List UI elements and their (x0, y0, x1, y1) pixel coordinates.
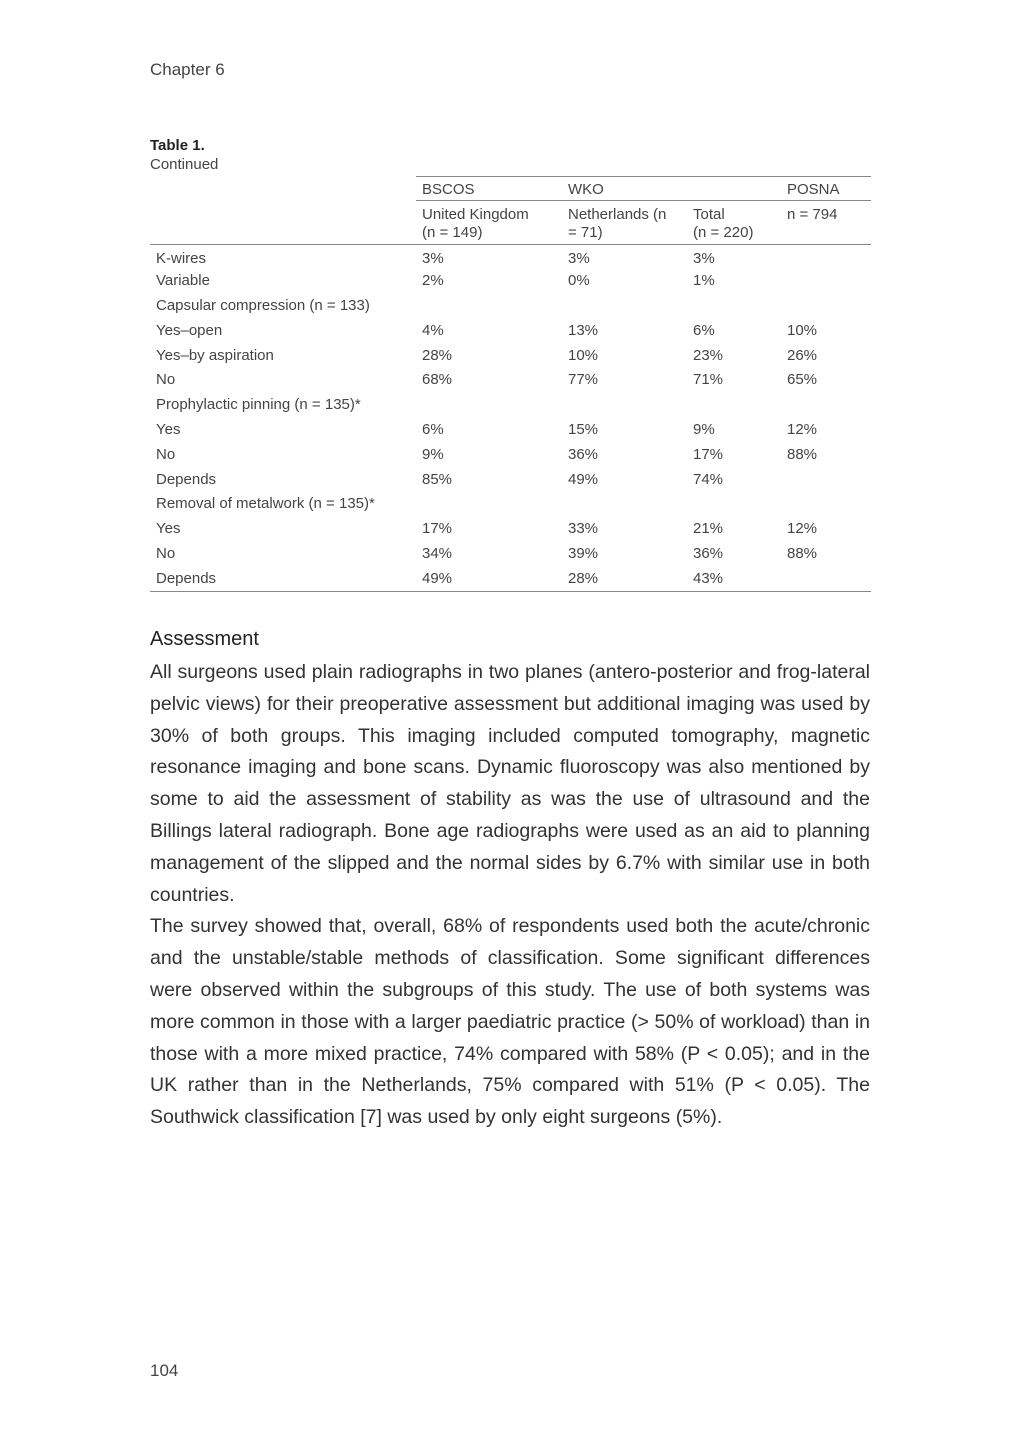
cell-posna (781, 245, 871, 270)
table-row (150, 542, 871, 567)
cell-netherlands (562, 492, 687, 517)
cell-total: 17% (693, 445, 724, 463)
cell-uk: 4% (422, 321, 444, 339)
cell-netherlands (562, 393, 687, 418)
table-row (150, 245, 871, 270)
row-label: K-wires (156, 250, 207, 267)
cell-uk (416, 294, 562, 319)
table-row (150, 468, 871, 493)
row-label: No (156, 371, 176, 389)
group-header-total (687, 177, 781, 201)
cell-total (687, 294, 781, 319)
table-row (150, 319, 871, 344)
running-head: Chapter 6 (150, 60, 225, 79)
cell-netherlands: 49% (568, 470, 599, 488)
cell-posna (781, 567, 871, 592)
row-label: Yes (156, 421, 181, 439)
cell-uk: 17% (422, 520, 453, 538)
subheader-posna-line1: n = 794 (787, 206, 838, 223)
subheader-netherlands-line1: Netherlands (n (568, 206, 667, 223)
cell-netherlands: 10% (568, 346, 599, 364)
cell-total: 71% (693, 371, 724, 389)
paragraph: The survey showed that, overall, 68% of respondents used both the acute/chronic and the unstable/stable methods of classification. Some significant differences were observed within the subgroups of this study. The use of both systems was more common in those with a larger paediatric practice (> 50% of workload) than in those with a more mixed practice, 74% compared with 58% (P < 0.05); and in the UK rather than in the Netherlands, 75% compared with 51% (P < 0.05). The Southwick classification [7] was used by only eight surgeons (5%). (150, 915, 870, 1129)
table-row (150, 567, 871, 592)
row-label: Depends (150, 567, 416, 592)
row-label: Yes (156, 520, 181, 538)
cell-total (687, 492, 781, 517)
table-row (150, 294, 871, 319)
row-label: Capsular compression (n = 133) (156, 297, 370, 315)
cell-total: 43% (687, 567, 781, 592)
cell-uk: 9% (422, 445, 444, 463)
row-label: Yes–by aspiration (156, 346, 274, 364)
table-subheader-stub (150, 201, 416, 245)
table-sub-header-row (150, 201, 871, 245)
row-label: Prophylactic pinning (n = 135)* (156, 396, 361, 414)
cell-posna (781, 468, 871, 493)
results-table (150, 176, 871, 592)
subheader-total-line1: Total (693, 206, 725, 223)
cell-netherlands: 13% (568, 321, 599, 339)
cell-total: 21% (693, 520, 724, 538)
cell-total (687, 393, 781, 418)
cell-posna: 26% (787, 346, 818, 364)
table-header-stub (150, 177, 416, 201)
cell-posna (781, 294, 871, 319)
cell-posna (781, 393, 871, 418)
cell-uk: 6% (422, 421, 444, 439)
cell-uk: 49% (416, 567, 562, 592)
subheader-total (687, 201, 781, 245)
cell-uk: 85% (422, 470, 453, 488)
cell-posna: 10% (787, 321, 818, 339)
cell-uk (416, 492, 562, 517)
cell-uk: 2% (422, 272, 444, 290)
table-row (150, 368, 871, 393)
cell-netherlands: 33% (568, 520, 599, 538)
subheader-posna (781, 201, 871, 245)
cell-netherlands: 77% (568, 371, 599, 389)
cell-uk (416, 393, 562, 418)
cell-total: 6% (693, 321, 715, 339)
row-label: Removal of metalwork (n = 135)* (156, 495, 375, 513)
cell-total: 23% (693, 346, 724, 364)
cell-netherlands: 28% (562, 567, 687, 592)
paragraph: All surgeons used plain radiographs in two planes (antero-posterior and frog-lateral pelvic views) for their preoperative assessment but additional imaging was used by 30% of both groups. This imaging included computed tomography, magnetic resonance imaging and bone scans. Dynamic fluoroscopy was also mentioned by some to aid the assessment of stability as was the use of ultrasound and the Billings lateral radiograph. Bone age radiographs were used as an aid to planning management of the slipped and the normal sides by 6.7% with similar use in both countries. (150, 661, 870, 906)
row-label: No (156, 445, 176, 463)
cell-posna: 12% (787, 520, 818, 538)
table-title: Table 1. (150, 137, 205, 154)
table-row (150, 393, 871, 418)
cell-total: 3% (693, 250, 715, 267)
cell-posna: 88% (787, 445, 818, 463)
subheader-netherlands-line2: = 71) (568, 224, 603, 241)
table-group-header-row (150, 177, 871, 201)
cell-netherlands (562, 294, 687, 319)
table-subtitle: Continued (150, 156, 219, 173)
subheader-uk-line1: United Kingdom (422, 206, 529, 223)
section-heading: Assessment (150, 628, 259, 650)
table-row (150, 492, 871, 517)
cell-posna (781, 492, 871, 517)
cell-posna: 12% (787, 421, 818, 439)
cell-posna: 65% (787, 371, 818, 389)
cell-uk: 28% (422, 346, 453, 364)
row-label: Yes–open (156, 321, 223, 339)
subheader-uk (416, 201, 562, 245)
cell-uk: 34% (422, 545, 453, 563)
cell-netherlands: 36% (568, 445, 599, 463)
subheader-netherlands (562, 201, 687, 245)
cell-uk: 68% (422, 371, 453, 389)
cell-total: 74% (693, 470, 724, 488)
table-row (150, 269, 871, 294)
cell-netherlands: 39% (568, 545, 599, 563)
table-caption (150, 136, 871, 174)
cell-netherlands: 3% (568, 250, 590, 267)
cell-netherlands: 0% (568, 272, 590, 290)
table-body (150, 245, 871, 592)
subheader-total-line2: (n = 220) (693, 224, 754, 241)
row-label: No (156, 545, 176, 563)
cell-uk: 3% (422, 250, 444, 267)
cell-netherlands: 15% (568, 421, 599, 439)
row-label: Variable (156, 272, 210, 290)
table-row (150, 418, 871, 443)
cell-posna: 88% (787, 545, 818, 563)
cell-total: 36% (693, 545, 724, 563)
group-header-bscos: BSCOS (416, 177, 562, 201)
group-header-wko: WKO (562, 177, 687, 201)
cell-posna (781, 269, 871, 294)
body-text (150, 657, 870, 1134)
row-label: Depends (156, 470, 217, 488)
subheader-uk-line2: (n = 149) (422, 224, 483, 241)
cell-total: 1% (693, 272, 715, 290)
table-row (150, 443, 871, 468)
cell-total: 9% (693, 421, 715, 439)
table-row (150, 517, 871, 542)
table-row (150, 344, 871, 369)
page-number: 104 (150, 1361, 179, 1380)
group-header-posna: POSNA (781, 177, 871, 201)
